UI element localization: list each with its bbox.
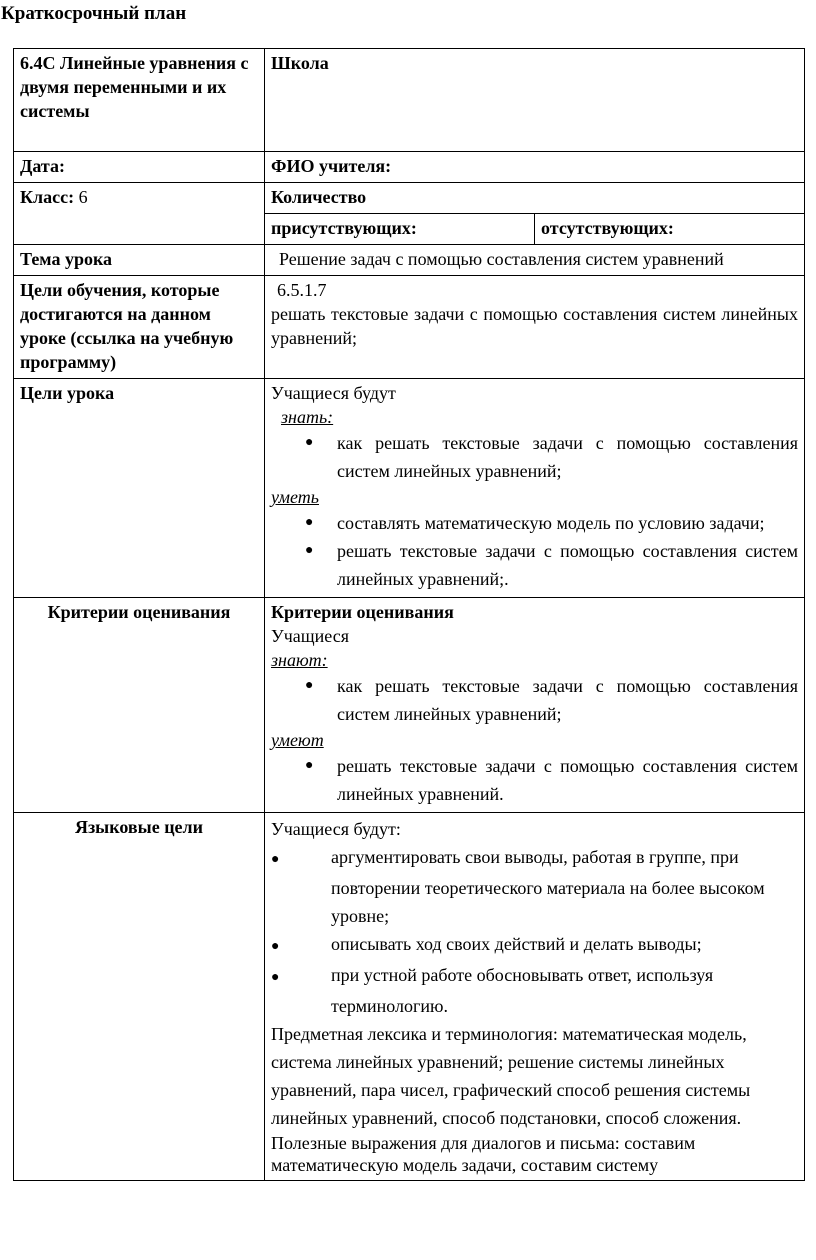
language-label: Языковые цели bbox=[14, 813, 265, 1181]
bullet-icon: ● bbox=[271, 970, 280, 985]
objectives-row bbox=[14, 276, 805, 379]
lesson-goals-can-list bbox=[271, 509, 798, 593]
lesson-goals-intro: Учащиеся будут bbox=[271, 383, 396, 403]
lesson-goals-cell bbox=[265, 379, 805, 598]
topic-label: Тема урока bbox=[14, 245, 265, 276]
present-label: присутствующих: bbox=[265, 214, 535, 245]
criteria-know-list bbox=[271, 672, 798, 728]
language-row bbox=[14, 813, 805, 1181]
language-cell bbox=[265, 813, 805, 1181]
bullet-icon: ● bbox=[305, 515, 314, 530]
unit-label: 6.4C Линейные уравнения с двумя переменными и их системы bbox=[14, 49, 265, 152]
absent-label: отсутствующих: bbox=[535, 214, 805, 245]
bullet-icon: ● bbox=[305, 678, 314, 693]
list-item: ● как решать текстовые задачи с помощью составления систем линейных уравнений; bbox=[271, 429, 798, 485]
objectives-label: Цели обучения, которые достигаются на данном уроке (ссылка на учебную программу) bbox=[14, 276, 265, 379]
criteria-can-list bbox=[271, 752, 798, 808]
criteria-intro: Учащиеся bbox=[271, 626, 349, 646]
criteria-label: Критерии оценивания bbox=[14, 598, 265, 813]
date-label: Дата: bbox=[14, 152, 265, 183]
unit-row bbox=[14, 49, 805, 152]
document-title: Краткосрочный план bbox=[1, 3, 187, 24]
lesson-goals-row bbox=[14, 379, 805, 598]
language-vocab: Предметная лексика и терминология: математическая модель, система линейных уравнений; решение системы линейных уравнений, пара чисел, графический способ решения системы линейных уравнений, способ подстановки, способ сложения. bbox=[271, 1024, 751, 1128]
bullet-icon: ● bbox=[271, 852, 280, 867]
language-intro: Учащиеся будут: bbox=[271, 819, 401, 839]
criteria-can-label: умеют bbox=[271, 730, 324, 750]
school-label: Школа bbox=[265, 49, 805, 152]
bullet-icon: ● bbox=[305, 543, 314, 558]
class-cell bbox=[14, 183, 265, 245]
lesson-goals-know-list bbox=[271, 429, 798, 485]
bullet-icon: ● bbox=[305, 435, 314, 450]
criteria-row bbox=[14, 598, 805, 813]
topic-row bbox=[14, 245, 805, 276]
lesson-plan-table bbox=[13, 48, 805, 1181]
date-row bbox=[14, 152, 805, 183]
list-item: ● составлять математическую модель по условию задачи; bbox=[271, 509, 798, 537]
criteria-know-label: знают: bbox=[271, 650, 328, 670]
objectives-code: 6.5.1.7 bbox=[277, 280, 327, 300]
lesson-goals-know-label: знать: bbox=[281, 407, 334, 427]
lesson-goals-label: Цели урока bbox=[14, 379, 265, 598]
list-item: ● решать текстовые задачи с помощью составления систем линейных уравнений. bbox=[271, 752, 798, 808]
lesson-goals-can-label: уметь bbox=[271, 487, 319, 507]
language-phrases: Полезные выражения для диалогов и письма: составим математическую модель задачи, составим систему bbox=[271, 1133, 696, 1175]
class-row bbox=[14, 183, 805, 214]
objectives-text: решать текстовые задачи с помощью составления систем линейных уравнений; bbox=[271, 304, 799, 348]
criteria-cell bbox=[265, 598, 805, 813]
topic-value: Решение задач с помощью составления систем уравнений bbox=[265, 245, 805, 276]
list-item: ● решать текстовые задачи с помощью составления систем линейных уравнений;. bbox=[271, 537, 798, 593]
criteria-heading: Критерии оценивания bbox=[271, 602, 454, 622]
list-item: ● как решать текстовые задачи с помощью составления систем линейных уравнений; bbox=[271, 672, 798, 728]
list-item: ● при устной работе обосновывать ответ, используя терминологию. bbox=[271, 965, 714, 1016]
list-item: ● аргументировать свои выводы, работая в группе, при повторении теоретического материала на более высоком уровне; bbox=[271, 847, 765, 926]
count-label: Количество bbox=[265, 183, 805, 214]
objectives-cell bbox=[265, 276, 805, 379]
teacher-label: ФИО учителя: bbox=[265, 152, 805, 183]
class-value: 6 bbox=[78, 187, 88, 207]
list-item: ● описывать ход своих действий и делать выводы; bbox=[271, 930, 798, 961]
bullet-icon: ● bbox=[271, 939, 280, 954]
bullet-icon: ● bbox=[305, 758, 314, 773]
class-label: Класс: bbox=[20, 187, 75, 207]
